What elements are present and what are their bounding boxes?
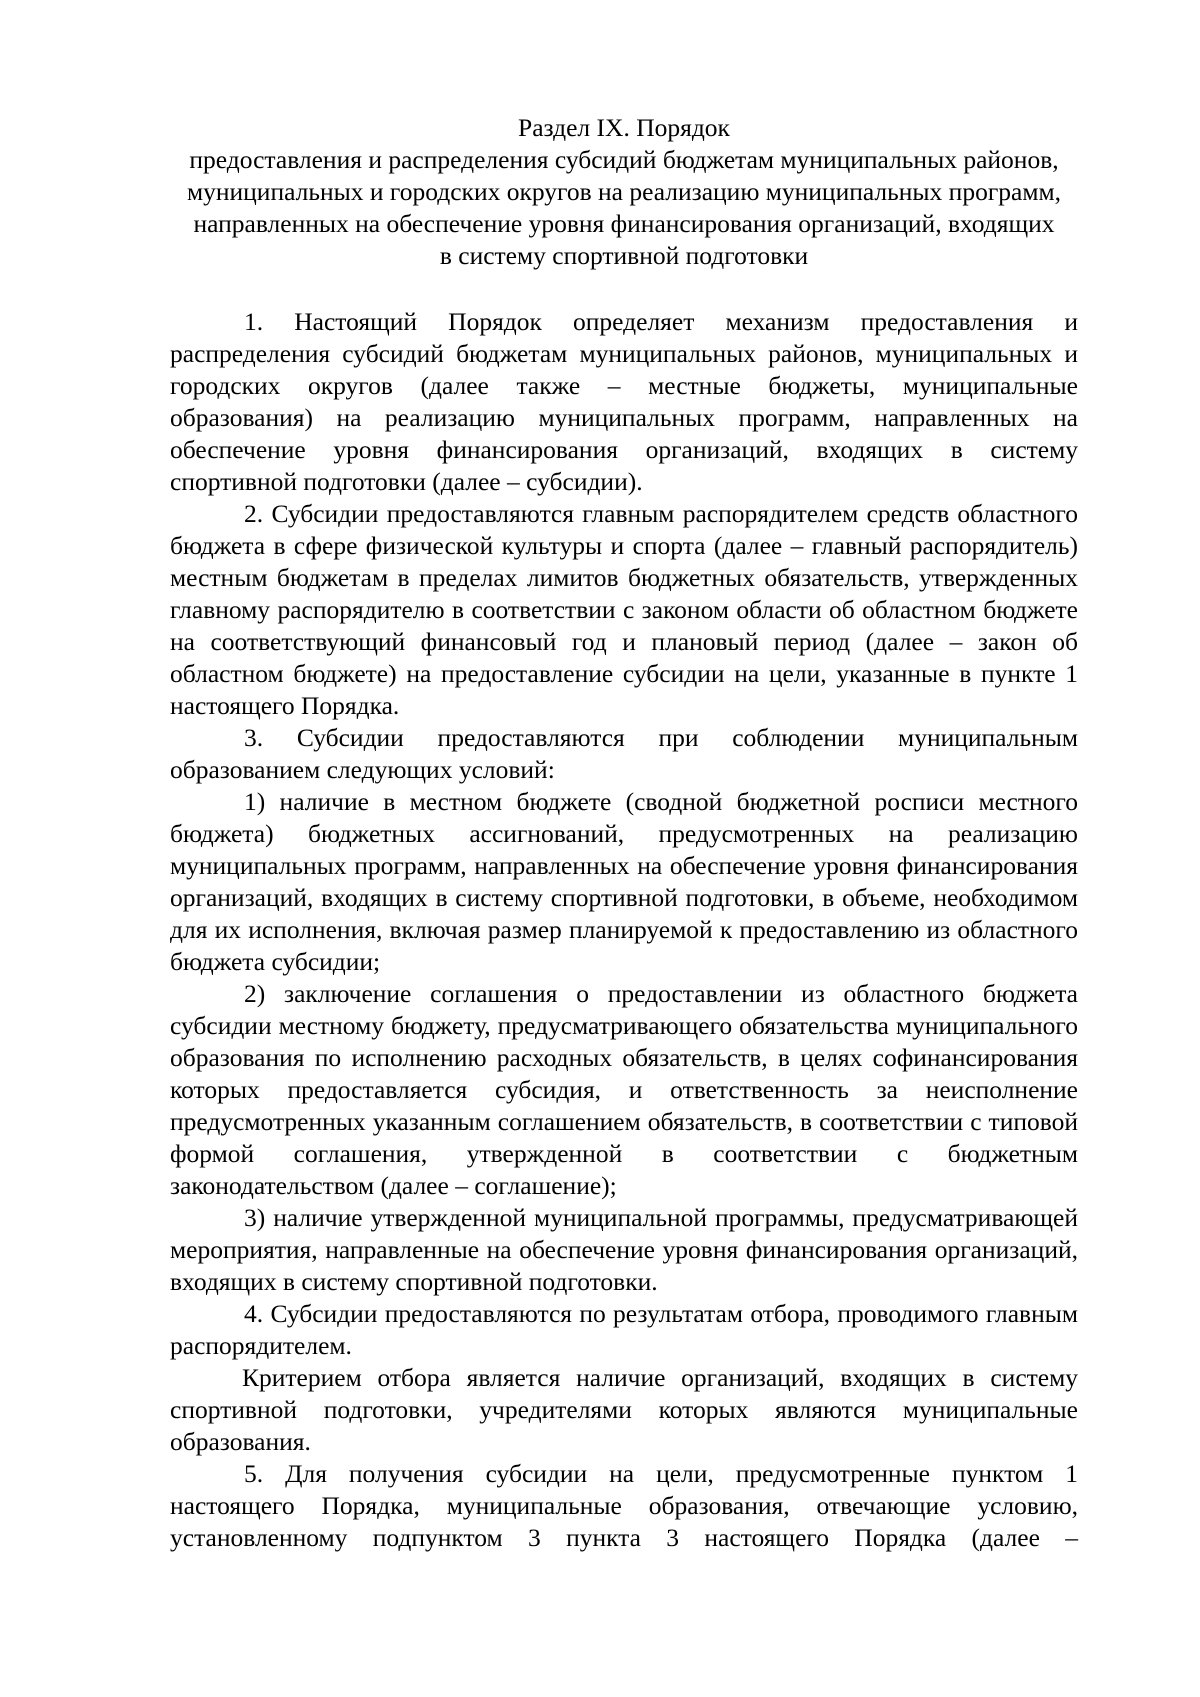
paragraph-item-2: 2. Субсидии предоставляются главным распорядителем средств областного бюджета в сфере физической культуры и спорта (далее – главный распорядитель) местным бюджетам в пределах лимитов бюджетных обязательств, утвержденных главному распорядителю в соответствии с законом области об областном бюджете на соответствующий финансовый год и плановый период (далее – закон об областном бюджете) на предоставление субсидии на цели, указанные в пункте 1 настоящего Порядка. [170,499,1078,720]
paragraph-item-5: 5. Для получения субсидии на цели, предусмотренные пунктом 1 настоящего Порядка, муниципальные образования, отвечающие условию, установленному подпунктом 3 пункта 3 настоящего Порядка (далее – [170,1459,1078,1552]
subparagraph-2: 2) заключение соглашения о предоставлении из областного бюджета субсидии местному бюджету, предусматривающего обязательства муниципального образования по исполнению расходных обязательств, в целях софинансирования которых предоставляется субсидия, и ответственность за неисполнение предусмотренных указанным соглашением обязательств, в соответствии с типовой формой соглашения, утвержденной в соответствии с бюджетным законодательством (далее – соглашение); [170,979,1078,1200]
document-body [170,306,1078,1554]
heading-line: в систему спортивной подготовки [439,241,809,270]
subparagraph-1: 1) наличие в местном бюджете (сводной бюджетной росписи местного бюджета) бюджетных ассигнований, предусмотренных на реализацию муниципальных программ, направленных на обеспечение уровня финансирования организаций, входящих в систему спортивной подготовки, в объеме, необходимом для их исполнения, включая размер планируемой к предоставлению из областного бюджета субсидии; [170,787,1078,976]
selection-criterion-paragraph: Критерием отбора является наличие организаций, входящих в систему спортивной подготовки, учредителями которых являются муниципальные образования. [170,1363,1078,1456]
heading-line: направленных на обеспечение уровня финансирования организаций, входящих [193,209,1055,238]
paragraph-item-1: 1. Настоящий Порядок определяет механизм предоставления и распределения субсидий бюджетам муниципальных районов, муниципальных и городских округов (далее также – местные бюджеты, муниципальные образования) на реализацию муниципальных программ, направленных на обеспечение уровня финансирования организаций, входящих в систему спортивной подготовки (далее – субсидии). [170,307,1078,496]
section-title: Раздел IX. Порядок [518,113,730,142]
subparagraph-3: 3) наличие утвержденной муниципальной программы, предусматривающей мероприятия, направленные на обеспечение уровня финансирования организаций, входящих в систему спортивной подготовки. [170,1203,1078,1296]
paragraph-item-4: 4. Субсидии предоставляются по результатам отбора, проводимого главным распорядителем. [170,1299,1078,1360]
section-heading [170,112,1078,272]
paragraph-item-3: 3. Субсидии предоставляются при соблюдении муниципальным образованием следующих условий: [170,723,1078,784]
heading-line: муниципальных и городских округов на реализацию муниципальных программ, [186,177,1061,206]
heading-line: предоставления и распределения субсидий бюджетам муниципальных районов, [189,145,1059,174]
